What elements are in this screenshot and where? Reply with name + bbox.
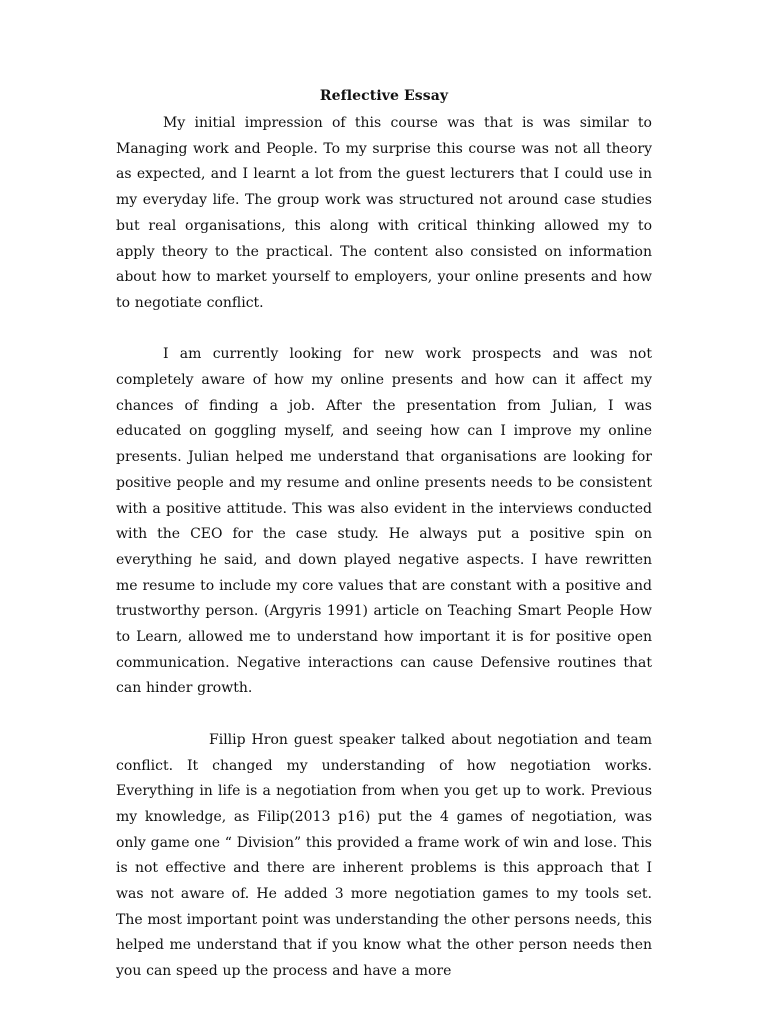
paragraph-1: My initial impression of this course was that is was similar to Managing work and People. To my surprise this course was not all theory as expected, and I learnt a lot from the guest lecturers that I could use in my everyday life. The group work was structured not around case studies but real organisations, this along with critical thinking allowed my to apply theory to the practical. The content also consisted on information about how to market yourself to employers, your online presents and how to negotiate conflict.	[116, 115, 652, 311]
paragraph-2: I am currently looking for new work prospects and was not completely aware of how my online presents and how can it affect my chances of finding a job. After the presentation from Julian, I was educated on goggling myself, and seeing how can I improve my online presents. Julian helped me understand that organisations are looking for positive people and my resume and online presents needs to be consistent with a positive attitude. This was also evident in the interviews conducted with the CEO for the case study. He always put a positive spin on everything he said, and down played negative aspects. I have rewritten me resume to include my core values that are constant with a positive and trustworthy person. (Argyris 1991) article on Teaching Smart People How to Learn, allowed me to understand how important it is for positive open communication. Negative interactions can cause Defensive routines that can hinder growth.	[116, 346, 652, 697]
paragraph-3: Fillip Hron guest speaker talked about negotiation and team conflict. It changed my understanding of how negotiation works. Everything in life is a negotiation from when you get up to work. Previous my knowledge, as Filip(2013 p16) put the 4 games of negotiation, was only game one “ Division” this provided a frame work of win and lose. This is not effective and there are inherent problems is this approach that I was not aware of. He added 3 more negotiation games to my tools set. The most important point was understanding the other persons needs, this helped me understand that if you know what the other person needs then you can speed up the process and have a more	[116, 731, 652, 980]
essay-title: Reflective Essay	[319, 88, 449, 104]
essay-body	[116, 111, 652, 985]
